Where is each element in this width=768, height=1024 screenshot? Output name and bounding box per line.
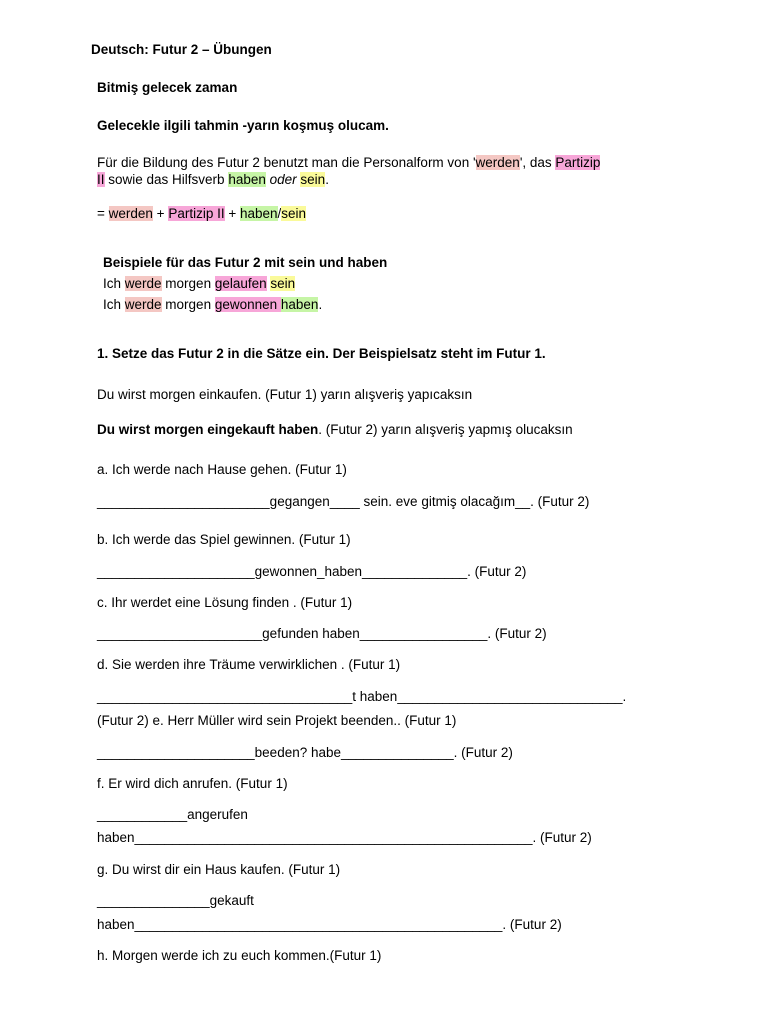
intro-text: sowie das Hilfsverb — [104, 172, 229, 187]
example-text: . — [318, 297, 323, 312]
exercise-answer: _____________________beeden? habe_______________. (Futur 2) — [97, 745, 513, 760]
intro-text: ', das — [519, 155, 556, 170]
partizip-highlight: Partizip II — [168, 206, 225, 221]
exercise-answer: _____________________gewonnen_haben______________. (Futur 2) — [97, 564, 527, 579]
intro-line-2 — [97, 171, 329, 188]
example-text: Ich — [103, 297, 125, 312]
haben-highlight: haben — [280, 297, 319, 312]
example-text: Ich — [103, 276, 125, 291]
exercise-answer: haben_________________________________________________. (Futur 2) — [97, 917, 562, 932]
exercise-question: h. Morgen werde ich zu euch kommen.(Futur 1) — [97, 948, 382, 963]
partizip-highlight: II — [97, 172, 105, 187]
example-futur1: Du wirst morgen einkaufen. (Futur 1) yarın alışveriş yapıcaksın — [97, 387, 473, 402]
exercise-question: f. Er wird dich anrufen. (Futur 1) — [97, 776, 288, 791]
sein-highlight: sein — [270, 276, 296, 291]
exercise-question: (Futur 2) e. Herr Müller wird sein Projekt beenden.. (Futur 1) — [97, 713, 457, 728]
partizip-highlight: gelaufen — [214, 276, 267, 291]
partizip-highlight: gewonnen — [214, 297, 281, 312]
haben-highlight: haben — [228, 172, 266, 187]
exercise-answer: ______________________gefunden haben_________________. (Futur 2) — [97, 626, 547, 641]
example-futur2-rest: . (Futur 2) yarın alışveriş yapmış olucaksın — [318, 422, 573, 437]
werden-highlight: werden — [108, 206, 153, 221]
page-title: Deutsch: Futur 2 – Übungen — [91, 42, 272, 57]
turkish-note: Gelecekle ilgili tahmin -yarın koşmuş olucam. — [97, 118, 389, 133]
werden-highlight: werden — [475, 155, 520, 170]
example-sein — [103, 275, 295, 292]
werde-highlight: werde — [124, 297, 162, 312]
formula-text: = — [97, 206, 109, 221]
exercise-answer: _______________________gegangen____ sein. eve gitmiş olacağım__. (Futur 2) — [97, 494, 590, 509]
exercise-question: d. Sie werden ihre Träume verwirklichen . (Futur 1) — [97, 657, 401, 672]
exercise-question: a. Ich werde nach Hause gehen. (Futur 1) — [97, 462, 347, 477]
formula-text: / — [277, 206, 282, 221]
exercise-answer: haben_____________________________________________________. (Futur 2) — [97, 830, 592, 845]
intro-line-1 — [97, 154, 600, 171]
example-futur2 — [97, 421, 573, 438]
haben-highlight: haben — [239, 206, 278, 221]
examples-heading: Beispiele für das Futur 2 mit sein und haben — [103, 255, 388, 270]
exercise-question: b. Ich werde das Spiel gewinnen. (Futur 1) — [97, 532, 351, 547]
intro-text: . — [325, 172, 329, 187]
exercise-answer: __________________________________t haben______________________________. — [97, 689, 627, 704]
formula-text: + — [224, 206, 240, 221]
example-haben — [103, 296, 322, 313]
werde-highlight: werde — [124, 276, 162, 291]
task-heading: 1. Setze das Futur 2 in die Sätze ein. Der Beispielsatz steht im Futur 1. — [97, 346, 546, 361]
exercise-question: c. Ihr werdet eine Lösung finden . (Futur 1) — [97, 595, 353, 610]
example-text: morgen — [161, 297, 215, 312]
partizip-highlight: Partizip — [555, 155, 601, 170]
sein-highlight: sein — [300, 172, 326, 187]
intro-text: Für die Bildung des Futur 2 benutzt man die Personalform von ' — [97, 155, 476, 170]
oder-text: oder — [269, 172, 297, 187]
sein-highlight: sein — [281, 206, 307, 221]
formula-text: + — [152, 206, 169, 221]
exercise-answer: _______________gekauft — [97, 893, 254, 908]
exercise-answer: ____________angerufen — [97, 807, 248, 822]
formula — [97, 205, 306, 222]
exercise-question: g. Du wirst dir ein Haus kaufen. (Futur 1) — [97, 862, 341, 877]
example-futur2-bold: Du wirst morgen eingekauft haben — [97, 422, 319, 437]
example-text: morgen — [161, 276, 215, 291]
subtitle: Bitmiş gelecek zaman — [97, 80, 238, 95]
